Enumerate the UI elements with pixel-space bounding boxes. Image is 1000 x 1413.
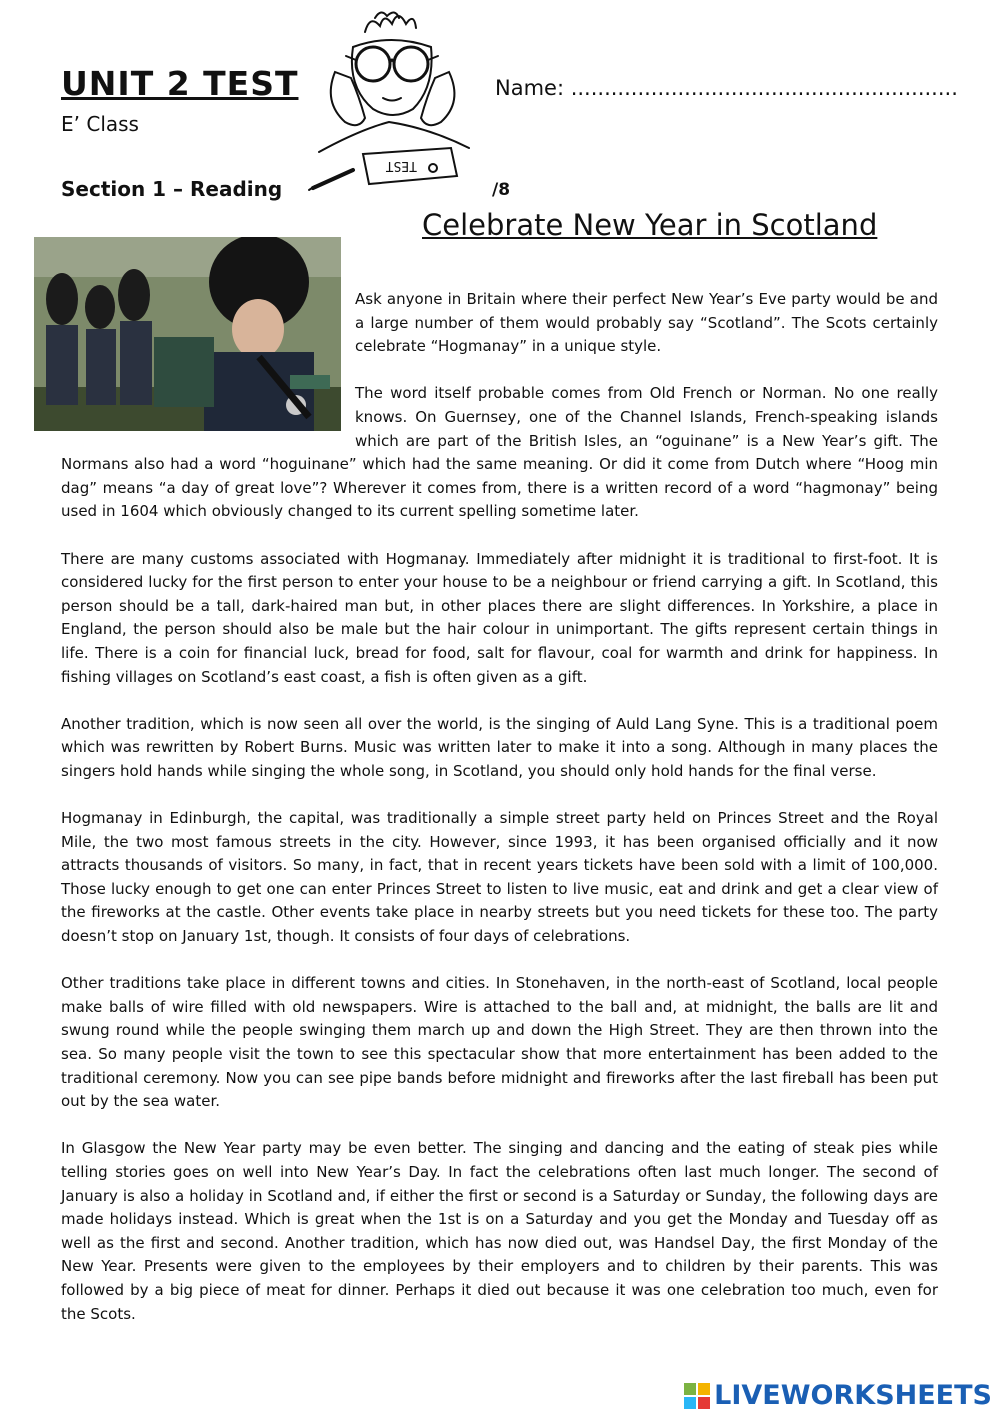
article-paragraph: There are many customs associated with Hogmanay. Immediately after midnight it is traditional to first-foot. It is considered lucky for the first person to enter your house to be a neighbour or friend carrying a gift. In Scotland, this person should be a tall, dark-haired man but, in other places there are slight differences. In Yorkshire, a place in England, the person should also be male but the hair colour in unimportant. The gifts represent certain things in life. There is a coin for financial luck, bread for food, salt for flavour, coal for warmth and drink for happiness. In fishing villages on Scotland’s east coast, a fish is often given as a gift. (61, 549, 938, 686)
score-label: /8 (492, 180, 511, 200)
test-paper-text: TEST (385, 158, 417, 173)
article-paragraph: Ask anyone in Britain where their perfect New Year’s Eve party would be and a large number of them would probably say “Scotland”. The Scots certainly celebrate “Hogmanay” in a unique style. (355, 290, 938, 356)
class-label: E’ Class (61, 112, 139, 136)
article-title: Celebrate New Year in Scotland (422, 208, 878, 242)
article-body (61, 288, 938, 1350)
article-paragraph: Hogmanay in Edinburgh, the capital, was traditionally a simple street party held on Princes Street and the Royal Mile, the two most famous streets in the city. However, since 1993, it has been organised officially and it now attracts thousands of visitors. So many, in fact, that in recent years tickets have been sold with a limit of 100,000. Those lucky enough to get one can enter Princes Street to listen to live music, eat and drink and get a clear view of the fireworks at the castle. Other events take place in nearby streets but you need tickets for these too. The party doesn’t stop on January 1st, though. It consists of four days of celebrations. (61, 809, 938, 946)
student-cartoon-image (305, 2, 485, 192)
liveworksheets-icon (684, 1383, 710, 1409)
article-paragraph: In Glasgow the New Year party may be even better. The singing and dancing and the eating of steak pies while telling stories goes on well into New Year’s Day. In fact the celebrations often last much longer. The second of January is also a holiday in Scotland and, if either the first or second is a Saturday or Sunday, the following days are made holidays instead. Which is great when the 1st is on a Saturday and you get the Monday and Tuesday off as well as the first and second. Another tradition, which has now died out, was Handsel Day, the first Monday of the New Year. Presents were given to the employees by their employers and to children by their parents. This was followed by a big piece of meat for dinner. Perhaps it died out because it was one celebration too much, even for the Scots. (61, 1139, 938, 1323)
article-paragraph: Another tradition, which is now seen all over the world, is the singing of Auld Lang Syne. This is a traditional poem which was rewritten by Robert Burns. Music was written later to make it into a song. Although in many places the singers hold hands while singing the whole song, in Scotland, you should only hold hands for the final verse. (61, 714, 938, 780)
article-paragraph: The word itself probable comes from Old French or Norman. No one really knows. On Guernsey, one of the Channel Islands, French-speaking islands which are part of the British Isles, an “oguinane” is a New Year’s gift. The Normans also had a word “hoguinane” which had the same meaning. Or did it come from Dutch where “Hoog min dag” means “a day of great love”? Wherever it comes from, there is a written record of a word “hagmonay” being used in 1604 which obviously changed to its current spelling sometime later. (61, 384, 938, 521)
section-heading: Section 1 – Reading (61, 177, 283, 201)
liveworksheets-logo (684, 1380, 992, 1411)
brand-name: LIVEWORKSHEETS (714, 1380, 992, 1411)
name-field[interactable]: Name: .......................................................... (495, 76, 958, 100)
article-paragraph: Other traditions take place in different towns and cities. In Stonehaven, in the north-east of Scotland, local people make balls of wire filled with old newspapers. Wire is attached to the ball and, at midnight, the balls are lit and swung round while the people swinging them march up and down the High Street. They are then thrown into the sea. So many people visit the town to see this spectacular show that more entertainment has been added to the traditional ceremony. Now you can see pipe bands before midnight and fireworks after the last fireball has been put out by the sea water. (61, 974, 938, 1111)
test-title: UNIT 2 TEST (61, 64, 299, 103)
photo-wrap-spacer (61, 288, 355, 430)
